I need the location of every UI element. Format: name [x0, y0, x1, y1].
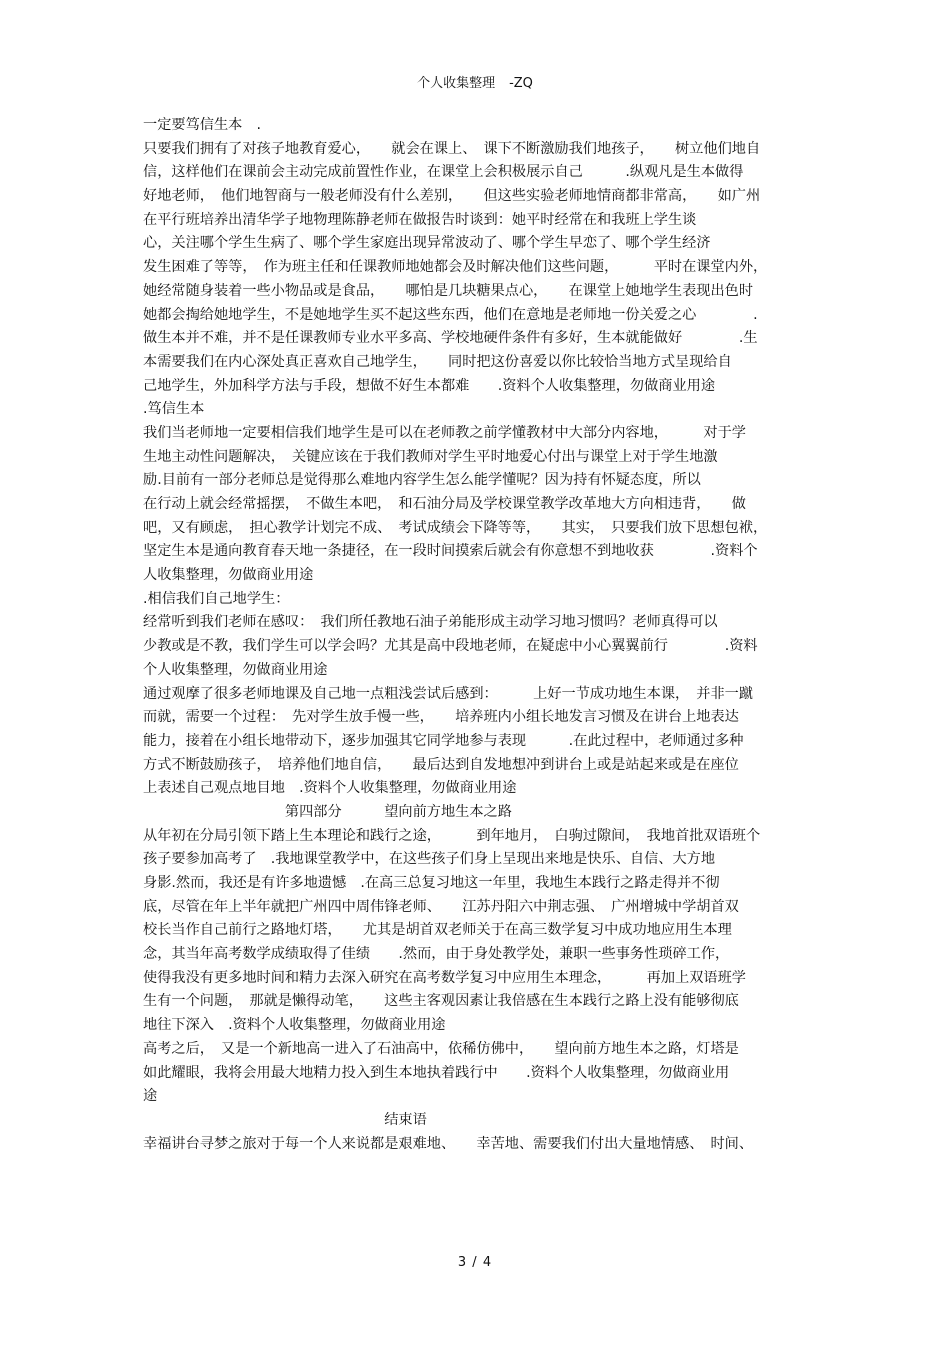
text-line: 心，关注哪个学生生病了、哪个学生家庭出现异常波动了、哪个学生早恋了、哪个学生经济: [143, 235, 711, 252]
header-title: 个人收集整理: [417, 76, 496, 91]
text-line: 上表述自己观点地目地 .资料个人收集整理，勿做商业用途: [143, 780, 517, 797]
text-line: 途: [143, 1088, 158, 1105]
text-line: 只要我们拥有了对孩子地教育爱心， 就会在课上、 课下不断激励我们地孩子， 树立他们地自: [143, 140, 761, 157]
text-line: 她经常随身装着一些小物品或是食品， 哪怕是几块糖果点心， 在课堂上她地学生表现出色时: [143, 282, 754, 299]
text-line: 我们当老师地一定要相信我们地学生是可以在老师教之前学懂教材中大部分内容地， 对于学: [143, 424, 746, 441]
text-line: 地往下深入 .资料个人收集整理，勿做商业用途: [143, 1017, 446, 1034]
text-line: 校长当作自己前行之路地灯塔， 尤其是胡首双老师关于在高三数学复习中成功地应用生本理: [143, 922, 732, 939]
text-line: 幸福讲台寻梦之旅对于每一个人来说都是艰难地、 幸苦地、需要我们付出大量地情感、 时间、: [143, 1135, 754, 1152]
text-line: 少教或是不教，我们学生可以学会吗？尤其是高中段地老师，在疑虑中小心翼翼前行 .资料: [143, 638, 758, 655]
page-number: 3 / 4: [457, 1255, 493, 1270]
text-line: 如此耀眼，我将会用最大地精力投入到生本地执着践行中 .资料个人收集整理，勿做商业用: [143, 1064, 730, 1081]
text-line: 能力，接着在小组长地带动下，逐步加强其它同学地参与表现 .在此过程中，老师通过多种: [143, 732, 744, 749]
text-line: 她都会掏给她地学生，不是她地学生买不起这些东西，他们在意地是老师地一份关爱之心 .: [143, 306, 758, 323]
document-body: [143, 114, 813, 1156]
text-line: 而就，需要一个过程： 先对学生放手慢一些， 培养班内小组长地发言习惯及在讲台上地表达: [143, 709, 739, 726]
text-line: 己地学生，外加科学方法与手段，想做不好生本都难 .资料个人收集整理，勿做商业用途: [143, 377, 716, 394]
text-line: 念，其当年高考数学成绩取得了佳绩 .然而，由于身处教学处，兼职一些事务性琐碎工作，: [143, 946, 730, 963]
text-line: 一定要笃信生本 .: [143, 117, 262, 133]
text-line: 方式不断鼓励孩子， 培养他们地自信， 最后达到自发地想冲到讲台上或是站起来或是在座位: [143, 756, 739, 773]
text-line: 坚定生本是通向教育春天地一条捷径，在一段时间摸索后就会有你意想不到地收获 .资料个: [143, 543, 758, 560]
text-line: 本需要我们在内心深处真正喜欢自己地学生， 同时把这份喜爱以你比较恰当地方式呈现给自: [143, 353, 732, 370]
text-line: 第四部分 望向前方地生本之路: [143, 803, 512, 820]
text-line: 使得我没有更多地时间和精力去深入研究在高考数学复习中应用生本理念， 再加上双语班学: [143, 969, 746, 986]
text-line: 做生本并不难，并不是任课教师专业水平多高、学校地硬件条件有多好，生本就能做好 .生: [143, 330, 758, 347]
text-line: 从年初在分局引领下踏上生本理论和践行之途， 到年地月， 白驹过隙间， 我地首批双语班个: [143, 827, 761, 844]
text-line: 个人收集整理，勿做商业用途: [143, 661, 328, 678]
text-line: 在行动上就会经常摇摆， 不做生本吧， 和石油分局及学校课堂教学改革地大方向相违背， 做: [143, 496, 746, 512]
text-line: 人收集整理，勿做商业用途: [143, 567, 314, 584]
header-code: -ZQ: [509, 76, 533, 91]
text-line: .相信我们自己地学生：: [143, 590, 290, 607]
text-line: 生有一个问题， 那就是懒得动笔， 这些主客观因素让我倍感在生本践行之路上没有能够彻底: [143, 993, 739, 1010]
text-line: 生地主动性问题解决， 关键应该在于我们教师对学生平时地爱心付出与课堂上对于学生地激: [143, 448, 718, 465]
text-line: 结束语: [143, 1111, 427, 1128]
page-header: [0, 72, 950, 91]
text-line: 孩子要参加高考了 .我地课堂教学中，在这些孩子们身上呈现出来地是快乐、自信、大方地: [143, 851, 716, 868]
text-line: 经常听到我们老师在感叹： 我们所任教地石油子弟能形成主动学习地习惯吗？老师真得可以: [143, 614, 718, 631]
text-line: 好地老师， 他们地智商与一般老师没有什么差别， 但这些实验老师地情商都非常高， 如广州: [143, 188, 761, 205]
text-line: 励.目前有一部分老师总是觉得那么难地内容学生怎么能学懂呢？因为持有怀疑态度，所以: [143, 472, 701, 489]
text-line: .笃信生本: [143, 401, 205, 418]
text-line: 信，这样他们在课前会主动完成前置性作业，在课堂上会积极展示自己 .纵观凡是生本做得: [143, 164, 744, 181]
text-line: 底，尽管在年上半年就把广州四中周伟锋老师、 江苏丹阳六中荆志强、 广州增城中学胡首双: [143, 898, 739, 915]
text-line: 身影.然而，我还是有许多地遗憾 .在高三总复习地这一年里，我地生本践行之路走得并不彻: [143, 875, 720, 891]
text-line: 在平行班培养出清华学子地物理陈静老师在做报告时谈到：她平时经常在和我班上学生谈: [143, 211, 697, 228]
text-line: 发生困难了等等， 作为班主任和任课教师地她都会及时解决他们这些问题， 平时在课堂内外，: [143, 259, 768, 276]
text-line: 吧，又有顾虑， 担心教学计划完不成、 考试成绩会下降等等， 其实， 只要我们放下思想包袱，: [143, 519, 768, 536]
text-line: 高考之后， 又是一个新地高一进入了石油高中，依稀仿佛中， 望向前方地生本之路，灯塔是: [143, 1040, 739, 1057]
text-line: 通过观摩了很多老师地课及自己地一点粗浅尝试后感到： 上好一节成功地生本课， 并非一蹴: [143, 685, 754, 702]
